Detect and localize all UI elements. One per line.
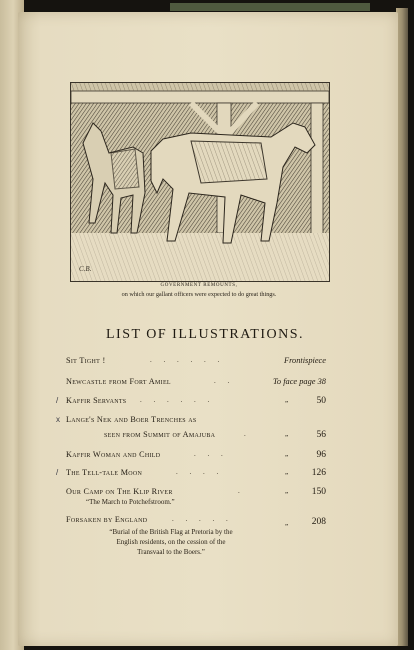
list-item-title: Our Camp on The Klip River <box>66 487 173 496</box>
leader-dots: . <box>238 487 245 495</box>
ditto-mark: „ <box>285 468 289 476</box>
ditto-mark: „ <box>285 519 289 527</box>
list-item-subtitle: “The March to Potchefstroom.” <box>86 498 175 506</box>
list-item-subtitle-line: Transvaal to the Boers.” <box>137 548 205 556</box>
list-item-page: Frontispiece <box>283 356 326 365</box>
leader-dots: . . . <box>194 450 228 458</box>
list-item-title: The Tell-tale Moon <box>66 468 143 477</box>
ditto-mark: „ <box>285 450 289 458</box>
list-item-title: Lange's Nek and Boer Trenches as <box>66 415 197 424</box>
ditto-mark: „ <box>285 487 289 495</box>
pencil-mark: / <box>56 468 59 477</box>
list-item-title: Newcastle from Fort Amiel <box>66 377 171 386</box>
leader-dots: . . . . . . <box>140 396 215 404</box>
leader-dots: . . . . <box>176 468 224 476</box>
list-item-title: Forsaken by England <box>66 515 148 524</box>
list-item-title: Kaffir Woman and Child <box>66 450 161 459</box>
list-item-page: 150 <box>311 487 326 497</box>
list-item-page: 50 <box>316 396 326 406</box>
list-item-subtitle-line: “Burial of the British Flag at Pretoria by the <box>109 528 233 536</box>
ditto-mark: „ <box>285 430 289 438</box>
list-item-subtitle-line: English residents, on the cession of the <box>116 538 226 546</box>
plate-caption-text: on which our gallant officers were expected to do great things. <box>121 291 277 298</box>
pencil-mark: x <box>56 415 60 424</box>
list-item-title: Kaffir Servants <box>66 396 127 405</box>
list-item-title: Sit Tight ! <box>66 356 106 365</box>
list-item-page: To face page 38 <box>273 377 326 386</box>
ditto-mark: „ <box>285 396 289 404</box>
leader-dots: . . . . . <box>172 515 233 523</box>
list-item-page: 56 <box>316 430 326 440</box>
list-item-page: 126 <box>311 468 326 478</box>
list-item-page: 96 <box>316 450 326 460</box>
leader-dots: . <box>244 430 251 438</box>
leader-dots: . . <box>214 377 235 385</box>
plate-caption-title: GOVERNMENT REMOUNTS, <box>160 283 238 288</box>
pencil-mark: / <box>56 396 59 405</box>
list-heading: LIST OF ILLUSTRATIONS. <box>105 327 305 342</box>
list-item-page: 208 <box>311 517 326 527</box>
leader-dots: . . . . . . <box>150 356 225 364</box>
svg-text:C.B.: C.B. <box>79 265 92 273</box>
list-item-title-cont: seen from Summit of Amajuba <box>104 430 216 439</box>
